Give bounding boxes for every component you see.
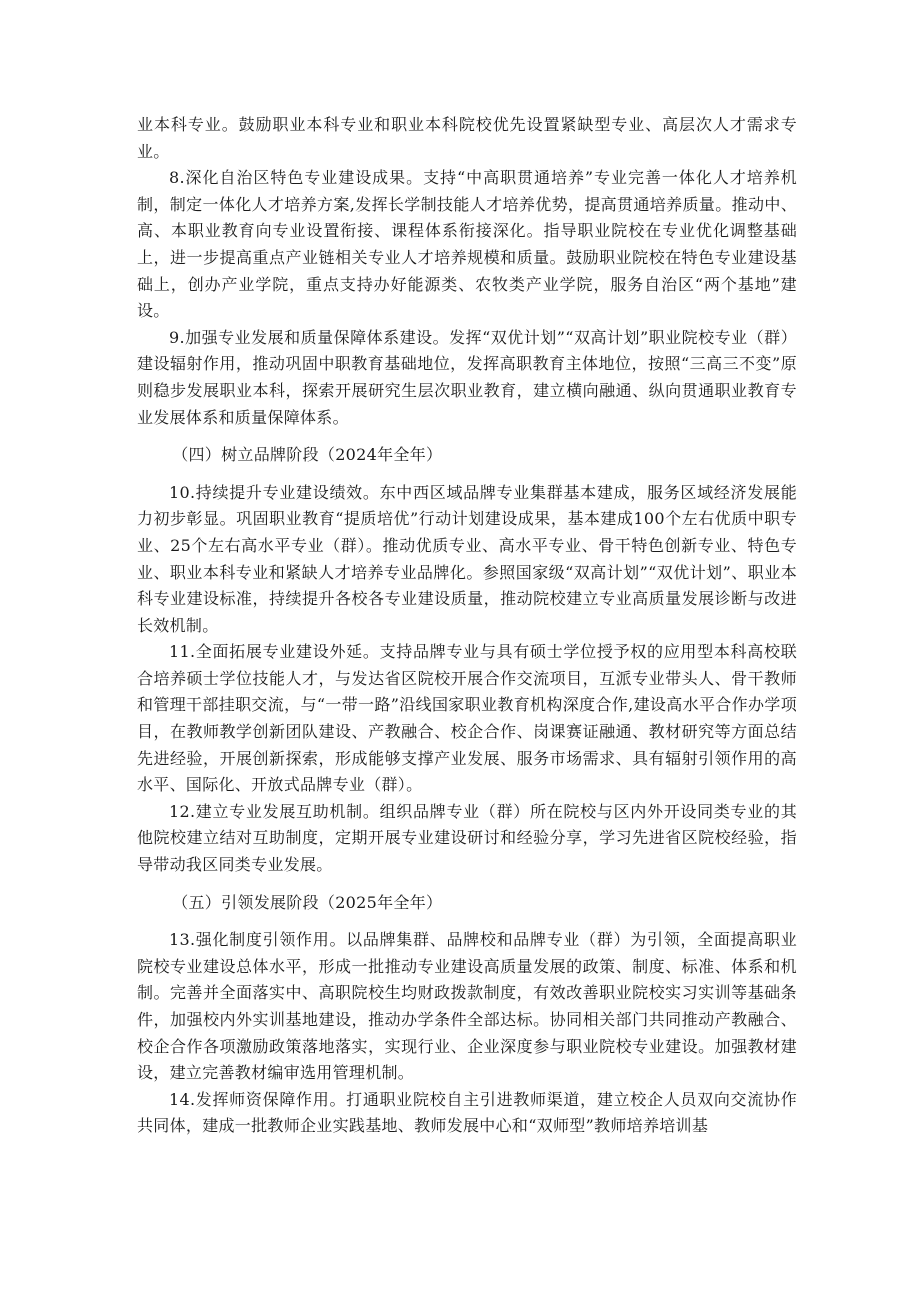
paragraph-item-12: 12.建立专业发展互助机制。组织品牌专业（群）所在院校与区内外开设同类专业的其他院校建立结对互助制度，定期开展专业建设研讨和经验分享，学习先进省区院校经验，指导带动我区同类专业发展。 [137, 801, 797, 875]
paragraph-continued: 业本科专业。鼓励职业本科专业和职业本科院校优先设置紧缺型专业、高层次人才需求专业。 [137, 115, 797, 161]
paragraph-item-10: 10.持续提升专业建设绩效。东中西区域品牌专业集群基本建成，服务区域经济发展能力初步彰显。巩固职业教育“提质培优”行动计划建设成果，基本建成100个左右优质中职专业、25个左右高水平专业（群）。推动优质专业、高水平专业、骨干特色创新专业、特色专业、职业本科专业和紧缺人才培养专业品牌化。参照国家级“双高计划”“双优计划”、职业本科专业建设标准，持续提升各校各专业建设质量，推动院校建立专业高质量发展诊断与改进长效机制。 [137, 482, 797, 635]
document-page [137, 112, 797, 1140]
section-heading-5: （五）引领发展阶段（2025年全年） [172, 892, 443, 912]
paragraph-item-13: 13.强化制度引领作用。以品牌集群、品牌校和品牌专业（群）为引领，全面提高职业院校专业建设总体水平，形成一批推动专业建设高质量发展的政策、制度、标准、体系和机制。完善并全面落实中、高职院校生均财政拨款制度，有效改善职业院校实习实训等基础条件，加强校内外实训基地建设，推动办学条件全部达标。协同相关部门共同推动产教融合、校企合作各项激励政策落地落实，实现行业、企业深度参与职业院校专业建设。加强教材建设，建立完善教材编审选用管理机制。 [137, 930, 797, 1083]
section-heading-4: （四）树立品牌阶段（2024年全年） [172, 445, 443, 465]
paragraph-item-11: 11.全面拓展专业建设外延。支持品牌专业与具有硕士学位授予权的应用型本科高校联合培养硕士学位技能人才，与发达省区院校开展合作交流项目，互派专业带头人、骨干教师和管理干部挂职交流，与“一带一路”沿线国家职业教育机构深度合作,建设高水平合作办学项目，在教师教学创新团队建设、产教融合、校企合作、岗课赛证融通、教材研究等方面总结先进经验，开展创新探索，形成能够支撑产业发展、服务市场需求、具有辐射引领作用的高水平、国际化、开放式品牌专业（群）。 [137, 642, 797, 795]
paragraph-item-14: 14.发挥师资保障作用。打通职业院校自主引进教师渠道，建立校企人员双向交流协作共同体，建成一批教师企业实践基地、教师发展中心和“双师型”教师培养培训基 [137, 1089, 797, 1136]
paragraph-item-8: 8.深化自治区特色专业建设成果。支持“中高职贯通培养”专业完善一体化人才培养机制，制定一体化人才培养方案,发挥长学制技能人才培养优势，提高贯通培养质量。推动中、高、本职业教育向专业设置衔接、课程体系衔接深化。指导职业院校在专业优化调整基础上，进一步提高重点产业链相关专业人才培养规模和质量。鼓励职业院校在特色专业建设基础上，创办产业学院，重点支持办好能源类、农牧类产业学院，服务自治区“两个基地”建设。 [137, 168, 797, 321]
paragraph-item-9: 9.加强专业发展和质量保障体系建设。发挥“双优计划”“双高计划”职业院校专业（群）建设辐射作用，推动巩固中职教育基础地位，发挥高职教育主体地位，按照“三高三不变”原则稳步发展职业本科，探索开展研究生层次职业教育，建立横向融通、纵向贯通职业教育专业发展体系和质量保障体系。 [137, 327, 797, 427]
